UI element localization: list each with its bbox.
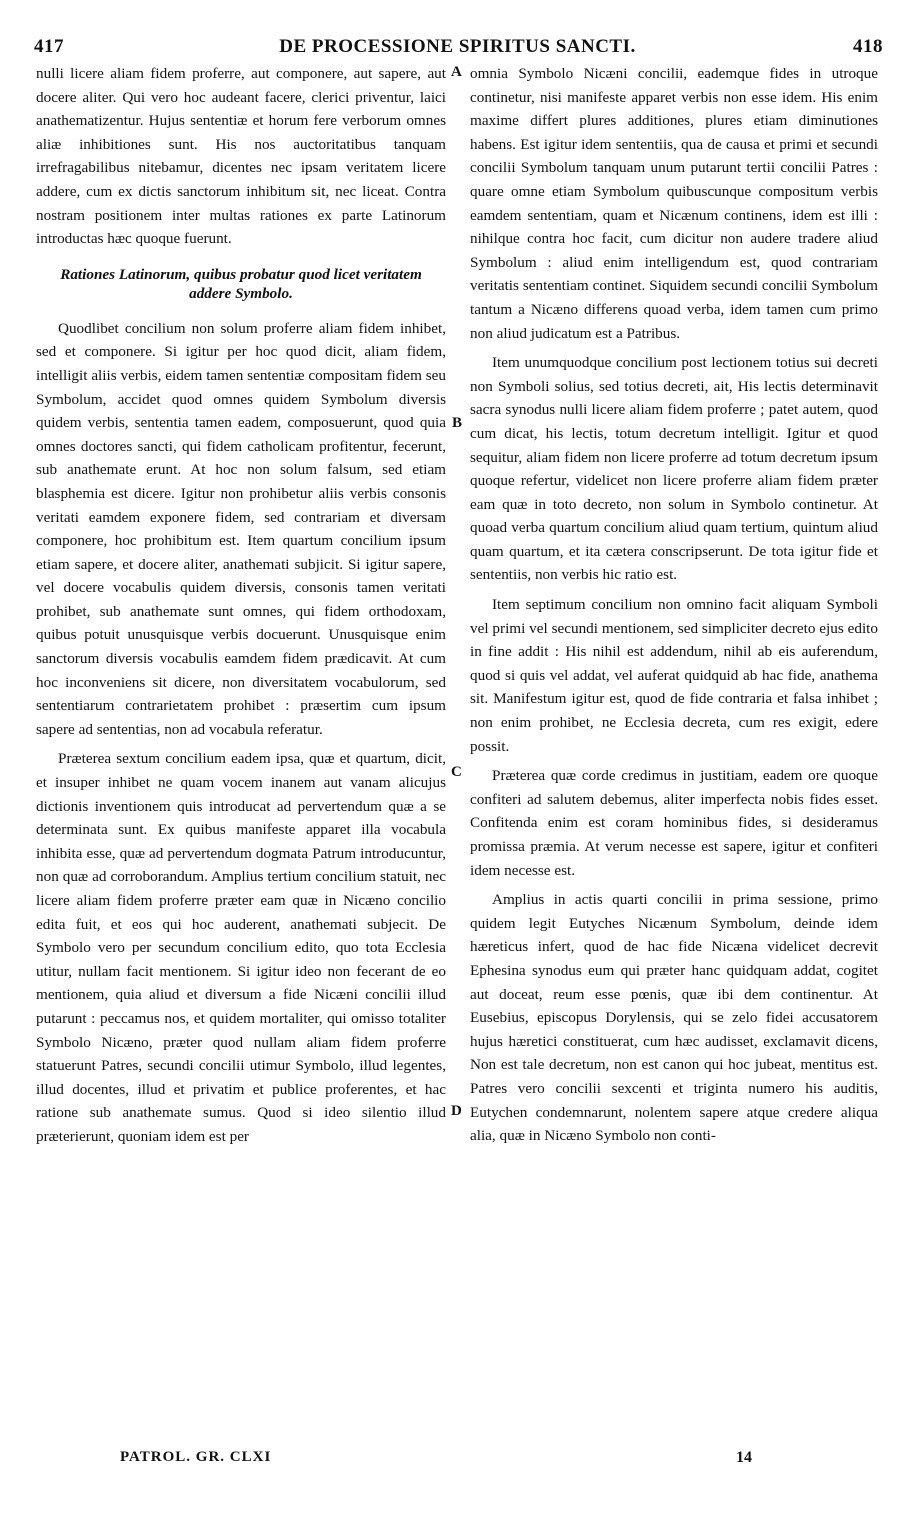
right-paragraph-2: Item unumquodque concilium post lectionem totius sui decreti non Symboli solius, sed totius decreti, ait, His lectis determinavit sacra synodus nulli licere aliam fidem proferre ; patet autem, quod cum dicat, his lectis, totum decretum intelligit. Igitur et quod sequitur, aliam fidem non licere proferre ad totum decretum ipsum quoque refertur, videlicet non licere proferre aliam fidem præter eam quæ in toto decreto, non solum in Symbolo continetur. At quoad verba quartum concilium aliud quam tertium, quintum aliud quam quartum, et ita cætera conscripserunt. De tota igitur fide et sententiis, non verbis hic ratio est. (470, 354, 878, 584)
right-paragraph-5: Amplius in actis quarti concilii in prima sessione, primo quidem legit Eutyches Nicænum Symbolum, deinde idem hæreticus infert, quod de hac fide Nicæna videlicet decrevit Ephesina synodus eum qui præter hanc quidquam addat, cogitet aut doceat, reum esse pœnis, quæ ibi dem continentur. At Eusebius, episcopus Dorylensis, qui se zelo fidei accusatorem hujus hæretici constituerat, cum hæc audisset, exclamavit dicens, Non est tale decretum, non est canon qui hoc jubeat, mentitus est. Patres vero concilii sexcenti et triginta numero his auditis, Eutychen condemnarunt, nolentem sapere atque credere aliqua alia, quæ in Nicæno Symbolo non conti- (470, 891, 878, 1145)
left-paragraph-2: Quodlibet concilium non solum proferre aliam fidem inhibet, sed et componere. Si igitur per hoc quod dicit, aliam fidem, intelligit aliis verbis, eidem tamen sententiæ compositam fidem seu Symbolum, accidet quod omnes quidem Symbolum diversis quidem verbis, sententia tamen eadem, composuerunt, quod quia omnes doctores sancti, qui fidem catholicam profitentur, fecerunt, sub anathemate erunt. At hoc non solum falsum, sed etiam blasphemia est dicere. Igitur non prohibetur aliis verbis consonis veritati eamdem exponere fidem, sed contrariam et diversam componere, hoc prohibitum est. Item quartum concilium ipsum etiam sapere, et docere aliter, anathemati subjicit. Si igitur sapere, vel docere vocabulis quidem diversis, consonis tamen veritati prohibet, sub anathemate sunt omnes, qui fidem orthodoxam, quibus potuit unusquisque verbis docuerunt. Unusquisque enim sanctorum diversis vocabulis eamdem fidem prædicavit. At cum hoc inconveniens sit dicere, non diversitatem vocabulorum, sed sententiarum contrarietatem prohibet : præsertim cum ipsum sapere ad sententias, non ad vocabula referatur. (36, 319, 446, 738)
right-paragraph-3: Item septimum concilium non omnino facit aliquam Symboli vel primi vel secundi mentionem, sed simpliciter decreto ejus edito in fine addit : His nihil est addendum, nihil ab eis auferendum, quod si quis vel addat, vel auferat quidquid ab hac fide, anathema sit. Manifestum igitur est, quod de fide contraria et falsa inhibet ; non enim prohibet, ne Ecclesia decreta, cum res exigit, edere possit. (470, 596, 878, 755)
page-number-left: 417 (34, 36, 64, 57)
section-heading: Rationes Latinorum, quibus probatur quod licet veritatem addere Symbolo. (60, 265, 422, 302)
margin-marker-d: D (451, 1103, 462, 1119)
right-paragraph-1: omnia Symbolo Nicæni concilii, eademque fides in utroque continetur, nisi manifeste apparet verbis non esse idem. His enim maxime differt plures additiones, plures etiam diminutiones habens. Est igitur idem sententiis, qua de causa et primi et secundi concilii Symbolum tanquam unum putarunt tertii concilii Patres : quare omne etiam Symbolum quibuscunque compositum verbis eamdem sententiam, quam et Nicænum continens, idem est illi : nihilque contra hoc facit, cum dicitur non audere tradere aliud Symbolum : aliud enim intelligendum est, quod contrariam veritatis sententiam continet. Siquidem secundi concilii Symbolum tantum a Nicæno differens quoad verba, idem tamen cum primo non aliud judicatum est a Patribus. (470, 65, 878, 342)
page-number-right: 418 (853, 36, 883, 57)
margin-marker-a: A (451, 64, 462, 80)
margin-marker-b: B (452, 415, 463, 431)
left-paragraph-3: Præterea sextum concilium eadem ipsa, quæ et quartum, dicit, et insuper inhibet ne quam vocem inanem aut vanam alicujus dictionis inventionem quis introducat ad pervertendum quæ a se determinata sunt. Ex quibus manifeste apparet illa vocabula inhibita esse, quæ ad pervertendum dogmata Patrum introducuntur, non quæ ad corroborandum. Amplius tertium concilium statuit, nec licere aliam fidem proferre præter eam quæ in Nicæno concilio edita fuit, et eos qui hoc auderent, anathemati subjecit. De Symbolo vero per secundum concilium edito, quo tota Ecclesia utitur, nullam facit mentionem. Si igitur ideo non fecerant de eo mentionem, quia aliud et diversum a fide Nicæni concilii illud putarunt : peccamus nos, et quidem mortaliter, qui omisso totaliter Symbolo Nicæno, præter quod nullam aliam fidem proferre statuerunt Patres, secundi concilii utimur Symbolo, illud legentes, illud docentes, illud et privatim et publice proferentes, et hac ratione sub anathemate sumus. Quod si ideo silentio illud præterierunt, quoniam idem est per (36, 750, 446, 1145)
left-paragraph-1: nulli licere aliam fidem proferre, aut componere, aut sapere, aut docere aliter. Qui vero hoc audeant facere, clerici priventur, laici anathematizentur. Hujus sententiæ et horum fere verborum omnes aliæ inhibitiones sunt. His nos auctoritatibus tanquam irrefragabilibus nitebamur, dicentes nec ipsam veritatem licere addere, cum ex dictis sanctorum inhibitum sit, nec liceat. Contra nostram positionem inter multas rationes ex parte Latinorum introductas hæc quoque fuerunt. (36, 65, 446, 248)
left-column (36, 62, 446, 1149)
margin-marker-c: C (451, 764, 462, 780)
right-paragraph-4: Præterea quæ corde credimus in justitiam, eadem ore quoque confiteri ad salutem debemus, aliter imperfecta nobis fides esset. Confitenda enim est coram hominibus fides, si desideramus promissa præmia. At verum necesse est sapere, igitur et confiteri idem necesse est. (470, 767, 878, 879)
right-column (470, 62, 878, 1148)
footer-collection-label: PATROL. GR. CLXI (120, 1449, 272, 1465)
footer-signature-number: 14 (736, 1449, 752, 1466)
running-header (24, 36, 891, 62)
running-title: DE PROCESSIONE SPIRITUS SANCTI. (279, 36, 636, 57)
